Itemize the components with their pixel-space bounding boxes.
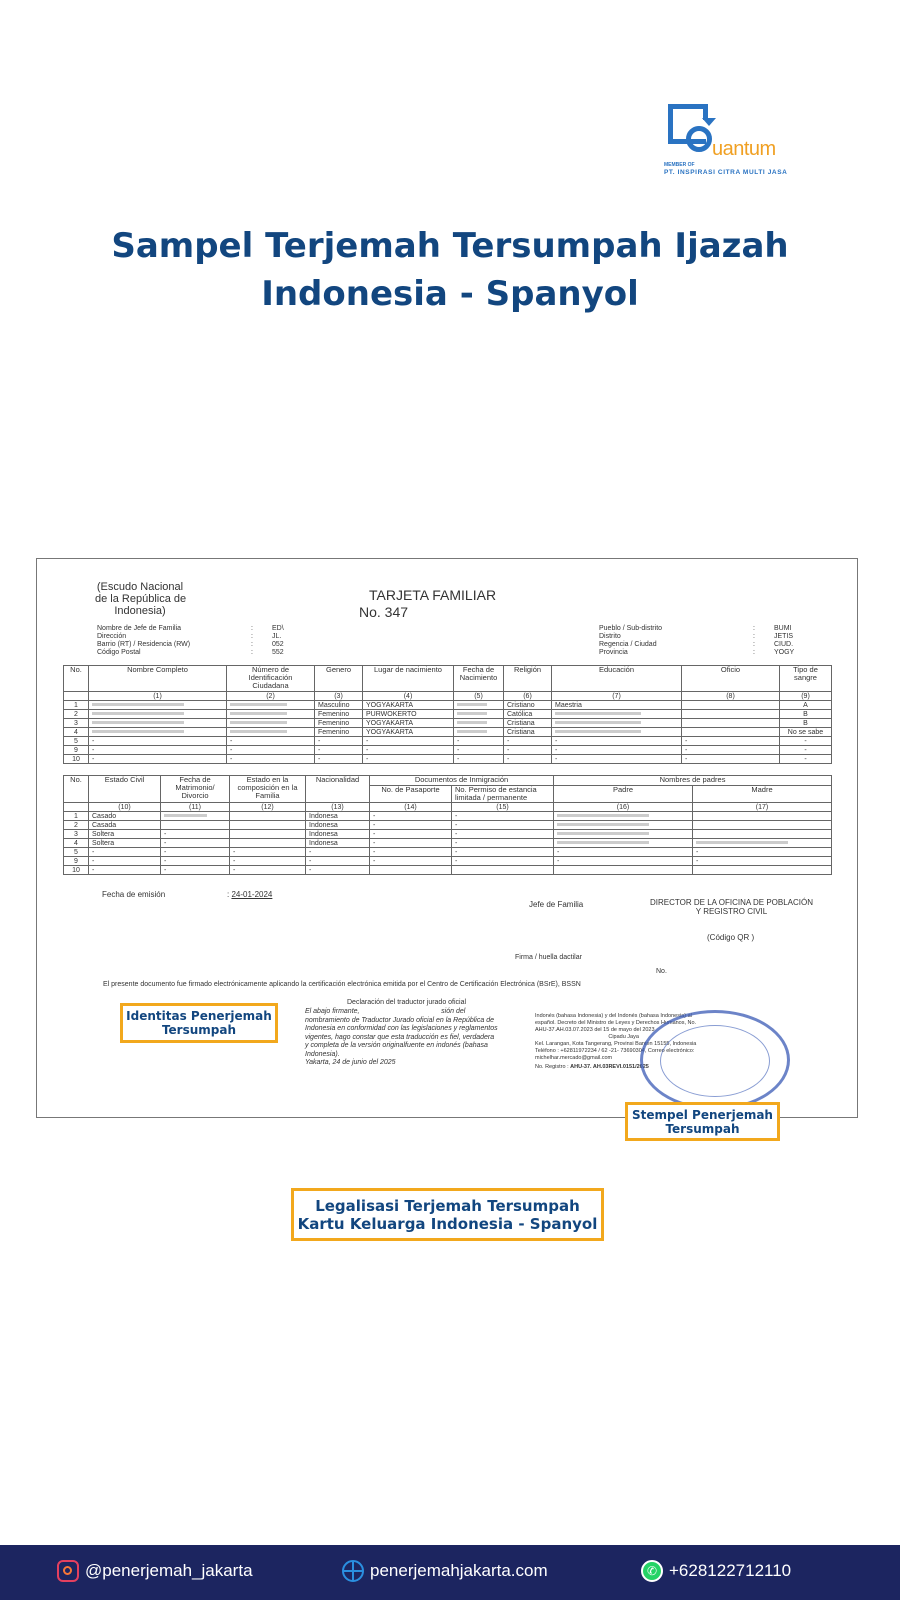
table-cell: - (363, 737, 454, 746)
column-number: (17) (693, 803, 832, 812)
redacted-cell (554, 812, 693, 821)
director-label: DIRECTOR DE LA OFICINA DE POBLACIÓN Y REGISTRO CIVIL (650, 898, 813, 916)
table-row (64, 830, 832, 839)
table-cell (452, 866, 554, 875)
table-row (64, 746, 832, 755)
table-cell: - (452, 830, 554, 839)
table-cell: - (89, 755, 227, 764)
stamp-label: Stempel Penerjemah Tersumpah (625, 1102, 780, 1141)
table-row (64, 812, 832, 821)
table-cell: - (504, 737, 552, 746)
table-cell (682, 701, 780, 710)
redacted-cell (227, 719, 315, 728)
globe-icon (342, 1560, 364, 1582)
table-cell: - (315, 737, 363, 746)
column-number: (4) (363, 692, 454, 701)
table-cell: - (370, 857, 452, 866)
redacted-cell (552, 710, 682, 719)
table-cell: - (89, 866, 161, 875)
table-cell (161, 821, 230, 830)
table-cell: - (693, 848, 832, 857)
table-cell: Soltera (89, 830, 161, 839)
redacted-cell (227, 710, 315, 719)
declaration-text (305, 1008, 498, 1068)
table-cell: - (452, 821, 554, 830)
column-number: (16) (554, 803, 693, 812)
column-number (64, 803, 89, 812)
declaration-line: nombramiento de Traductor Jurado oficial en la República de (305, 1016, 494, 1024)
table-cell: - (554, 857, 693, 866)
table-row (64, 839, 832, 848)
issue-date: 24-01-2024 (231, 890, 273, 899)
table-cell (693, 866, 832, 875)
table-cell: - (89, 737, 227, 746)
table-cell: 3 (64, 719, 89, 728)
table-cell: - (454, 746, 504, 755)
qr-label: (Código QR ) (707, 933, 755, 942)
column-header: Oficio (682, 666, 780, 692)
table-cell: - (693, 857, 832, 866)
table-cell: - (552, 755, 682, 764)
table-cell (693, 830, 832, 839)
table-cell: PURWOKERTO (363, 710, 454, 719)
info-row: Pueblo / Sub-distrito : BUMI (599, 625, 792, 632)
table-cell: - (452, 848, 554, 857)
column-header: No. (64, 666, 89, 692)
redacted-cell (161, 812, 230, 821)
firma-label: Firma / huella dactilar (515, 954, 582, 961)
instagram-icon (57, 1560, 79, 1582)
table-cell: - (552, 737, 682, 746)
column-number (64, 692, 89, 701)
table-cell: 9 (64, 857, 89, 866)
table-cell: Católica (504, 710, 552, 719)
table-cell: - (780, 737, 832, 746)
redacted-cell (454, 710, 504, 719)
table-cell: - (454, 755, 504, 764)
table-cell: 4 (64, 728, 89, 737)
column-number: (14) (370, 803, 452, 812)
table-cell: - (370, 830, 452, 839)
column-header: No. de Pasaporte (370, 786, 452, 803)
column-header: Religión (504, 666, 552, 692)
table-cell: Masculino (315, 701, 363, 710)
table-cell: 2 (64, 710, 89, 719)
table-cell: - (315, 755, 363, 764)
esign-note: El presente documento fue firmado electrónicamente aplicando la certificación electrónica emitida por el Centro de Certificación Electrónica (BSrE), BSSN (103, 981, 581, 988)
table-cell: Femenino (315, 719, 363, 728)
table-cell: - (454, 737, 504, 746)
civil-status-table (63, 775, 832, 875)
table-cell: Indonesa (306, 830, 370, 839)
table-cell: - (370, 821, 452, 830)
column-number: (13) (306, 803, 370, 812)
column-header: Fecha de Matrimonio/ Divorcio (161, 776, 230, 803)
left-info (97, 625, 284, 657)
column-header: No. Permiso de estancia limitada / permanente (452, 786, 554, 803)
table-cell: Femenino (315, 728, 363, 737)
table-cell: - (552, 746, 682, 755)
table-cell: - (227, 737, 315, 746)
table-cell: Cristiano (504, 701, 552, 710)
column-header: Tipo de sangre (780, 666, 832, 692)
table-cell: - (370, 812, 452, 821)
table-cell: Casada (89, 821, 161, 830)
table-cell (230, 821, 306, 830)
redacted-cell (693, 839, 832, 848)
translator-line: español. Decreto del Ministro de Leyes y Derechos Humanos, No. (535, 1020, 697, 1026)
instagram-link[interactable]: @penerjemah_jakarta (57, 1560, 253, 1582)
column-header: Fecha de Nacimiento (454, 666, 504, 692)
table-cell: - (161, 830, 230, 839)
table-cell: 1 (64, 701, 89, 710)
translated-document: (Escudo Nacional de la República de Indonesia) TARJETA FAMILIAR No. 347 Nombre de Jefe de Familia : ED\ Dirección : JL. Barrio (RT) / Residencia (RW) : 052 Código Postal : 552 Pueblo / Sub-distrito : BUMI Distrito : JETIS Regencia / Ciudad : CIUD. Provincia : YOGY No. Nombre Completo Número de Identificación Ciudadana Genero Lugar de nacimiento Fecha de Nacimiento Religión Educación Oficio Tipo de sangre (1) (2) (3) (4) (5) (6) (7) (8) (9) 1 Masculino YOGYAKARTA Cristiano Maestria A 2 Femenino PURWOKERTO Católica B 3 Femenino YOGYAKARTA Cristiana B 4 Femenino YOGYAKARTA Cristiana No se sabe 5 - - - - - - - - - 9 - - - - - - - - - 10 - - - - - - - - - No. Estado Civil Fecha de Matrimonio/ Divorcio Estado en la composición en la Familia Nacionalidad Documentos de Inmigración Nombres de padres No. de Pasaporte No. Permiso de estancia limitada / permanente Padre Madre (10) (11) (12) (13) (14) (15) (16) (17) 1 Casado Indonesa - - 2 Casada Indonesa - - 3 Soltera - Indonesa - - 4 Soltera - Indonesa - - 5 - - - - - - - - 9 - - - - - - - - 10 - - - - Fecha de emisión : 24-01-2024 Jefe de Familia DIRECTOR DE LA OFICINA DE POBLACIÓN Y REGISTRO CIVIL (Código QR ) Firma / huella dactilar No. El presente documento fue firmado electrónicamente aplicando la certificación electrónica emitida por el Centro de Certificación Electrónica (BSrE), BSSN Declaración del traductor jurado oficial El abajo firmante, sión del nombramiento de Traductor Jurado oficial en la República de Indonesia en conformidad con las legislaciones y reglamentos vigentes, hago constar que esta traducción es fiel, verdadera y completa de la versión originalfuente en indonés (bahasa Indonesia). Yakarta, 24 de junio del 2025 Indonés (bahasa Indonesia) y del Indonés (bahasa Indonesia) al español. Decreto del Ministro de Leyes y Derechos Humanos, No. AHU-37.AH.03.07.2023 del 15 de mayo del 2023 Cipadu Jaya Kel. Larangan, Kota Tangerang, Provinsi Banten 15155, Indonesia Teléfono : +62811972234 / 62 -21- 73690304, Correo electrónico: michelhar.mercado@gmail.com No. Registro : AHU-37. AH.03REVI.0151/2025 (36, 558, 858, 1118)
table-cell: - (682, 737, 780, 746)
legalization-label: Legalisasi Terjemah Tersumpah Kartu Keluarga Indonesia - Spanyol (291, 1188, 604, 1241)
table-cell: Soltera (89, 839, 161, 848)
declaration-title: Declaración del traductor jurado oficial (347, 999, 467, 1006)
column-number: (15) (452, 803, 554, 812)
translator-line: AHU-37.AH.03.07.2023 del 15 de mayo del 2023 (535, 1027, 655, 1033)
no-label: No. (656, 968, 667, 975)
table-cell: Maestria (552, 701, 682, 710)
table-cell: - (452, 812, 554, 821)
table-cell: 5 (64, 848, 89, 857)
translator-line: Teléfono : +62811972234 / 62 -21- 73690304, Correo electrónico: (535, 1048, 695, 1054)
table-row (64, 728, 832, 737)
group-header: Documentos de Inmigración (370, 776, 554, 786)
table-cell: Indonesa (306, 839, 370, 848)
column-header: Número de Identificación Ciudadana (227, 666, 315, 692)
table-cell: - (306, 866, 370, 875)
table-cell: Cristiana (504, 719, 552, 728)
redacted-cell (89, 719, 227, 728)
table-cell: YOGYAKARTA (363, 728, 454, 737)
info-row: Provincia : YOGY (599, 649, 795, 656)
table-cell (693, 821, 832, 830)
table-cell: 10 (64, 755, 89, 764)
column-header: Educación (552, 666, 682, 692)
table-row (64, 821, 832, 830)
declaration-line: Indonesia). (305, 1050, 340, 1058)
table-cell: - (89, 857, 161, 866)
table-cell: - (363, 755, 454, 764)
table-cell: - (370, 839, 452, 848)
table-cell: - (363, 746, 454, 755)
table-cell: 1 (64, 812, 89, 821)
table-cell: 5 (64, 737, 89, 746)
table-cell (230, 830, 306, 839)
column-header: Nacionalidad (306, 776, 370, 803)
right-info (599, 625, 794, 657)
website-link[interactable]: penerjemahjakarta.com (342, 1560, 548, 1582)
table-cell (554, 866, 693, 875)
table-cell: B (780, 710, 832, 719)
column-header: Estado en la composición en la Familia (230, 776, 306, 803)
info-row: Barrio (RT) / Residencia (RW) : 052 (97, 641, 284, 648)
column-number: (9) (780, 692, 832, 701)
footer (0, 1545, 900, 1600)
group-header: Nombres de padres (554, 776, 832, 786)
table-row (64, 710, 832, 719)
info-row: Distrito : JETIS (599, 633, 794, 640)
redacted-cell (89, 701, 227, 710)
table-cell: - (682, 755, 780, 764)
column-number: (10) (89, 803, 161, 812)
table-cell: 3 (64, 830, 89, 839)
table-cell: - (230, 857, 306, 866)
table-cell (370, 866, 452, 875)
table-cell: Indonesa (306, 821, 370, 830)
table-cell: - (452, 857, 554, 866)
translator-line: Cipadu Jaya (535, 1034, 639, 1040)
column-number: (11) (161, 803, 230, 812)
info-row: Dirección : JL. (97, 633, 282, 640)
table-row (64, 737, 832, 746)
table-cell: Femenino (315, 710, 363, 719)
table-row (64, 755, 832, 764)
declaration-line: Yakarta, 24 de junio del 2025 (305, 1059, 396, 1066)
table-cell (682, 728, 780, 737)
table-cell: 4 (64, 839, 89, 848)
table-cell (230, 812, 306, 821)
whatsapp-link[interactable]: ✆ +628122712110 (641, 1560, 791, 1582)
table-cell: YOGYAKARTA (363, 719, 454, 728)
redacted-cell (89, 710, 227, 719)
table-cell: - (89, 746, 227, 755)
declaration-line: y completa de la versión originalfuente en indonés (bahasa (305, 1042, 488, 1049)
table-cell: - (780, 755, 832, 764)
declaration-line: El abajo firmante, sión del (305, 1008, 466, 1015)
table-cell: - (230, 848, 306, 857)
table-cell: 10 (64, 866, 89, 875)
table-cell: - (452, 839, 554, 848)
column-number: (3) (315, 692, 363, 701)
table-row (64, 701, 832, 710)
identity-label: Identitas Penerjemah Tersumpah (120, 1003, 278, 1043)
table-cell: B (780, 719, 832, 728)
table-cell: - (315, 746, 363, 755)
column-number: (5) (454, 692, 504, 701)
column-number: (1) (89, 692, 227, 701)
table-cell: - (161, 857, 230, 866)
whatsapp-icon: ✆ (641, 1560, 663, 1582)
column-number: (7) (552, 692, 682, 701)
table-row (64, 857, 832, 866)
declaration-line: Indonesia en conformidad con las legislaciones y reglamentos (305, 1025, 498, 1032)
redacted-cell (454, 701, 504, 710)
table-row (64, 719, 832, 728)
page-title: Sampel Terjemah Tersumpah Ijazah Indonesia - Spanyol (111, 226, 789, 314)
redacted-cell (227, 728, 315, 737)
table-cell (230, 839, 306, 848)
translator-stamp-inner (660, 1025, 770, 1097)
redacted-cell (89, 728, 227, 737)
table-cell: - (161, 839, 230, 848)
column-number: (2) (227, 692, 315, 701)
translator-line: michelhar.mercado@gmail.com (535, 1055, 613, 1061)
table-cell: - (306, 848, 370, 857)
column-number: (8) (682, 692, 780, 701)
column-header: Nombre Completo (89, 666, 227, 692)
column-header: Genero (315, 666, 363, 692)
table-cell: - (161, 848, 230, 857)
table-cell (693, 812, 832, 821)
doc-number: No. 347 (359, 604, 409, 620)
table-cell: - (161, 866, 230, 875)
table-cell: - (780, 746, 832, 755)
column-header: Madre (693, 786, 832, 803)
jefe-label: Jefe de Familia (529, 900, 584, 909)
table-row (64, 848, 832, 857)
registry-number: AHU-37. AH.03REVI.0151/2025 (570, 1064, 649, 1070)
members-table (63, 665, 832, 764)
issue-label: Fecha de emisión (102, 890, 166, 899)
redacted-cell (554, 830, 693, 839)
redacted-cell (554, 821, 693, 830)
redacted-cell (554, 839, 693, 848)
redacted-cell (552, 719, 682, 728)
table-cell: 2 (64, 821, 89, 830)
table-cell: - (306, 857, 370, 866)
redacted-cell (227, 701, 315, 710)
table-cell: - (227, 755, 315, 764)
arrow-down-icon (702, 118, 716, 126)
column-header: No. (64, 776, 89, 803)
table-cell: - (554, 848, 693, 857)
table-cell: - (682, 746, 780, 755)
table-cell: - (370, 848, 452, 857)
column-header: Lugar de nacimiento (363, 666, 454, 692)
translator-line: Kel. Larangan, Kota Tangerang, Provinsi Banten 15155, Indonesia (535, 1041, 697, 1047)
table-cell (682, 719, 780, 728)
info-row: Código Postal : 552 (97, 649, 284, 656)
column-header: Padre (554, 786, 693, 803)
table-cell: - (504, 746, 552, 755)
column-header: Estado Civil (89, 776, 161, 803)
declaration-line: vigentes, hago constar que esta traducción es fiel, verdadera (305, 1033, 495, 1041)
doc-heading: TARJETA FAMILIAR (369, 587, 497, 603)
column-number: (6) (504, 692, 552, 701)
table-row (64, 866, 832, 875)
quantum-logo: uantum MEMBER OF PT. INSPIRASI CITRA MULTI JASA (664, 100, 814, 185)
info-row: Regencia / Ciudad : CIUD. (599, 641, 794, 648)
table-cell: Casado (89, 812, 161, 821)
table-cell: Indonesa (306, 812, 370, 821)
emblem-text: (Escudo Nacional de la República de Indonesia) (95, 581, 187, 617)
redacted-cell (454, 728, 504, 737)
table-cell: Cristiana (504, 728, 552, 737)
table-cell: A (780, 701, 832, 710)
table-cell: - (230, 866, 306, 875)
column-number: (12) (230, 803, 306, 812)
info-row: Nombre de Jefe de Familia : ED\ (97, 625, 284, 632)
table-cell: - (89, 848, 161, 857)
table-cell: YOGYAKARTA (363, 701, 454, 710)
translator-line: Indonés (bahasa Indonesia) y del Indonés (bahasa Indonesia) al (535, 1013, 692, 1019)
redacted-cell (454, 719, 504, 728)
table-cell (682, 710, 780, 719)
table-cell: - (227, 746, 315, 755)
table-cell: No se sabe (780, 728, 832, 737)
table-cell: - (504, 755, 552, 764)
redacted-cell (552, 728, 682, 737)
table-cell: 9 (64, 746, 89, 755)
